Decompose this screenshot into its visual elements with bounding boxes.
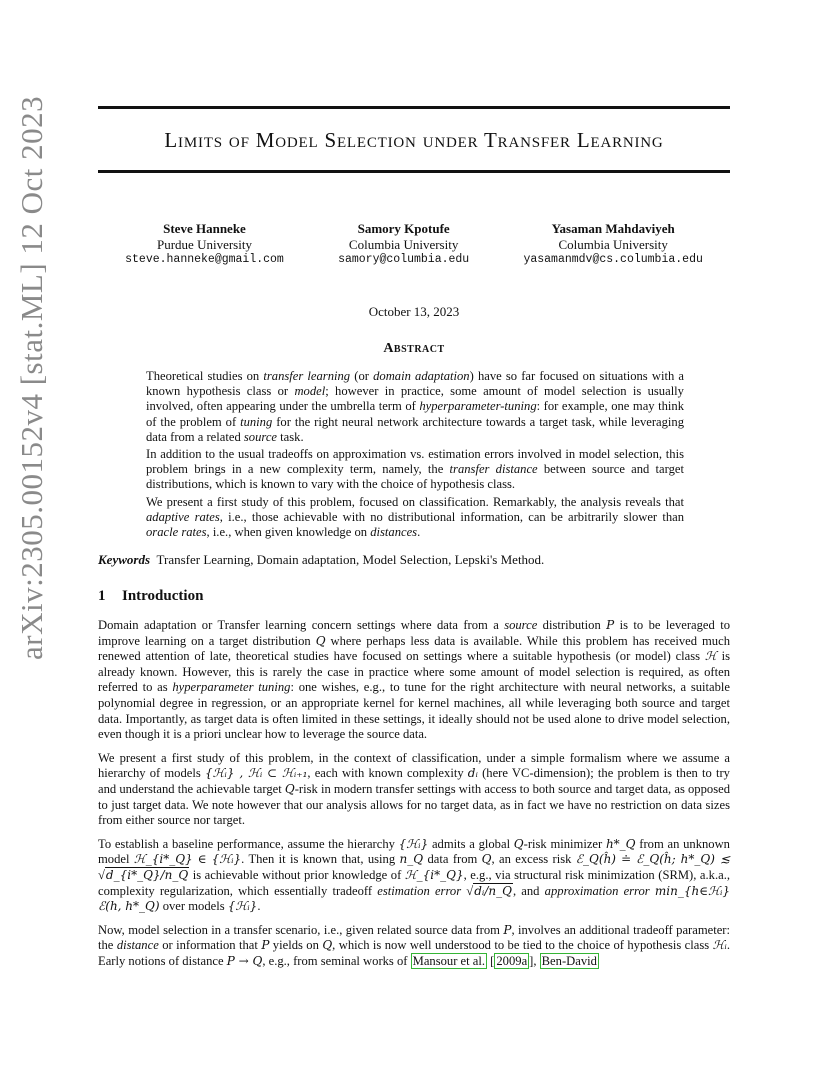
paper-title: Limits of Model Selection under Transfer Learning: [164, 128, 664, 152]
citation-link[interactable]: Ben-David: [541, 953, 597, 968]
title-rule-top: [98, 106, 730, 109]
author-block: [98, 221, 730, 268]
author-2: [338, 221, 469, 268]
author-affiliation: Purdue University: [156, 236, 252, 252]
paper-date: October 13, 2023: [368, 304, 460, 319]
author-affiliation: Columbia University: [558, 236, 668, 252]
author-affiliation: Columbia University: [348, 236, 459, 252]
intro-paragraph-4: Now, model selection in a transfer scenario, i.e., given related source data from P, involves an additional tradeoff parameter: the distance or information that P yields on Q, which is now well understood to be tied to the choice of hypothesis class ℋᵢ. Early notions of distance P → Q, e.g., from seminal works of Mansour et al. [ 2009a ], Ben-David: [98, 922, 730, 968]
abstract: [146, 369, 684, 542]
intro-paragraph-3: To establish a baseline performance, assume the hierarchy {ℋᵢ} admits a global Q-risk minimizer h*_Q from an unknown model ℋ_{i*_Q} ∈ {ℋᵢ}. Then it is known that, using n_Q data from Q, an excess risk ℰ_Q(ĥ) ≐ ℰ_Q(ĥ; h*_Q) ≲ √d_{i*_Q}/n_Q is achievable without prior knowledge of ℋ_{i*_Q}, e.g., via structural risk minimization (SRM), a.k.a., complexity regularization, which essentially tradeoff estimation error √dᵢ/n_Q, and approximation error min_{h∈ℋᵢ} ℰ(h, h*_Q) over models {ℋᵢ}.: [98, 836, 731, 914]
author-1: [125, 221, 284, 268]
section-heading: [98, 588, 203, 605]
citation-link[interactable]: Mansour et al.: [412, 953, 486, 968]
abstract-paragraph-3: We present a first study of this problem, focused on classification. Remarkably, the analysis reveals that adaptive rates, i.e., those achievable with no distributional information, can be arbitrarily slower than oracle rates, i.e., when given knowledge on distances.: [146, 494, 685, 540]
keywords-line: [98, 552, 730, 568]
title-rule-bottom: [98, 170, 730, 173]
keywords-label: Keywords: [98, 552, 150, 567]
author-3: [523, 221, 702, 268]
introduction-body: [98, 618, 730, 977]
author-name: Steve Hanneke: [163, 221, 246, 236]
section-title: Introduction: [122, 588, 204, 604]
author-name: Samory Kpotufe: [357, 221, 450, 236]
abstract-paragraph-1: Theoretical studies on transfer learning (or domain adaptation) have so far focused on situations with a known hypothesis class or model; however in practice, some amount of model selection is usually involved, often appearing under the umbrella term of hyperparameter-tuning: for example, one may think of the problem of tuning for the right neural network architecture towards a target task, while leveraging data from a related source task.: [146, 369, 685, 444]
abstract-paragraph-2: In addition to the usual tradeoffs on approximation vs. estimation errors involved in model selection, this problem brings in a new complexity term, namely, the transfer distance between source and target distributions, which is known to vary with the choice of hypothesis class.: [146, 447, 684, 492]
author-name: Yasaman Mahdaviyeh: [551, 221, 675, 236]
author-email[interactable]: steve.hanneke@gmail.com: [125, 253, 284, 266]
citation-link[interactable]: 2009a: [496, 953, 528, 968]
author-email[interactable]: samory@columbia.edu: [338, 253, 470, 266]
intro-paragraph-1: Domain adaptation or Transfer learning concern settings where data from a source distribution P is to be leveraged to improve learning on a target distribution Q where perhaps less data is available. While this problem has received much renewed attention of late, theoretical studies have focused on settings where a suitable hypothesis (or model) class ℋ is already known. However, this is rarely the case in practice where some amount of model selection is required, as often referred to as hyperparameter tuning: one wishes, e.g., to tune for the right architecture with neural networks, a suitable polynomial degree in regression, or an appropriate kernel for kernel machines, all while leveraging both source and target data. Importantly, as target data is often limited in these settings, it ideally should not be used alone to drive model selection, even though it is a priori unclear how to leverage the source data.: [98, 618, 731, 742]
section-number: 1: [98, 588, 106, 604]
intro-paragraph-2: We present a first study of this problem, in the context of classification, under a simple formalism where we assume a hierarchy of models {ℋᵢ} , ℋᵢ ⊂ ℋᵢ₊₁, each with known complexity dᵢ (here VC-dimension); the problem is then to try and understand the achievable target Q-risk in modern transfer settings with access to both source and target data, as opposed to just target data. We note however that our analysis allows for no target data, as in fact we have no restriction on data sizes from either source nor target.: [98, 750, 730, 828]
author-email[interactable]: yasamanmdv@cs.columbia.edu: [523, 253, 703, 266]
keywords-list: Transfer Learning, Domain adaptation, Model Selection, Lepski's Method.: [156, 552, 545, 567]
abstract-heading: Abstract: [383, 341, 445, 356]
